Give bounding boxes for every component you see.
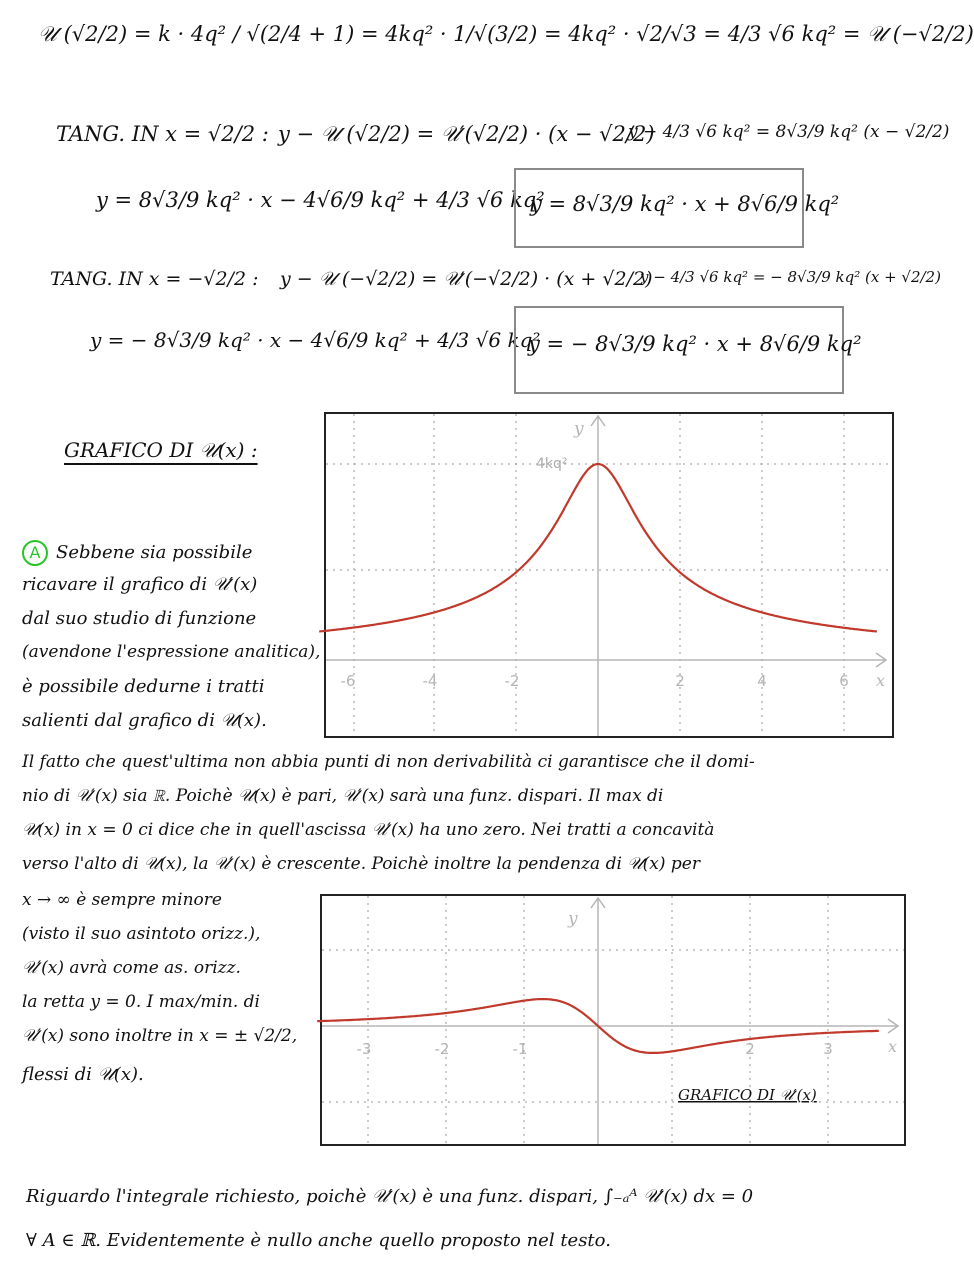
- note-line-1: A Sebbene sia possibile: [22, 540, 252, 566]
- tangent1-expanded: y = 8√3/9 kq² · x − 4√6/9 kq² + 4/3 √6 kq²: [96, 188, 545, 212]
- graph1-tick: -2: [504, 672, 520, 690]
- tangent1-equation: y − 𝒰 (√2/2) = 𝒰′(√2/2) · (x − √2/2): [278, 122, 655, 146]
- graph1-tick-labels: [341, 672, 849, 690]
- graph-u-prime-of-x: [320, 894, 906, 1146]
- graph1-canvas: [326, 414, 892, 736]
- tangent2-equation: y − 𝒰 (−√2/2) = 𝒰′(−√2/2) · (x + √2/2): [280, 268, 653, 290]
- note-line-11: x → ∞ è sempre minore: [22, 890, 222, 910]
- tangent2-label: TANG. IN x = −√2/2 :: [50, 268, 259, 290]
- graph1-tick: 2: [675, 672, 685, 690]
- graph1-grid: [326, 414, 892, 736]
- note-line-2: ricavare il grafico di 𝒰′(x): [22, 574, 258, 595]
- note-line-8: nio di 𝒰′(x) sia ℝ. Poichè 𝒰(x) è pari, 𝒰′(x) sarà una funz. dispari. Il max di: [22, 786, 664, 806]
- note-line-6: salienti dal grafico di 𝒰(x).: [22, 710, 267, 731]
- graph1-x-label: x: [876, 671, 886, 690]
- tangent1-label: TANG. IN x = √2/2 :: [56, 122, 269, 146]
- graph2-tick: 3: [823, 1040, 833, 1058]
- graph2-heading: GRAFICO DI 𝒰′(x): [678, 1086, 817, 1104]
- tangent1-result: y = 8√3/9 kq² · x + 8√6/9 kq²: [530, 192, 840, 216]
- graph2-tick: 2: [745, 1040, 755, 1058]
- note-line-14: la retta y = 0. I max/min. di: [22, 992, 260, 1012]
- graph1-y-label: y: [574, 419, 584, 439]
- graph1-tick: -6: [340, 672, 356, 690]
- graph2-tick: -3: [356, 1040, 372, 1058]
- conclusion-line-1: Riguardo l'integrale richiesto, poichè 𝒰′(x) è una funz. dispari, ∫₋ₐᴬ 𝒰′(x) dx = 0: [26, 1186, 754, 1207]
- note-line-4: (avendone l'espressione analitica),: [22, 642, 321, 662]
- note-line-12: (visto il suo asintoto orizz.),: [22, 924, 261, 944]
- graph-u-of-x: [324, 412, 894, 738]
- graph1-tick: -4: [422, 672, 438, 690]
- note-line-13: 𝒰′(x) avrà come as. orizz.: [22, 958, 241, 978]
- note-line-16: flessi di 𝒰(x).: [22, 1064, 144, 1085]
- graph1-peak-label: 4kq²: [536, 456, 568, 472]
- graph2-tick: -2: [434, 1040, 450, 1058]
- note-line-10: verso l'alto di 𝒰(x), la 𝒰′(x) è crescente. Poichè inoltre la pendenza di 𝒰(x) per: [22, 854, 700, 874]
- tangent1-substituted: y − 4/3 √6 kq² = 8√3/9 kq² (x − √2/2): [628, 122, 950, 142]
- note-line-5: è possibile dedurne i tratti: [22, 676, 265, 697]
- graph2-grid: [322, 896, 904, 1144]
- equation-u-sqrt2-over-2: 𝒰 (√2/2) = k · 4q² / √(2/4 + 1) = 4kq² · 1/√(3/2) = 4kq² · √2/√3 = 4/3 √6 kq² = 𝒰 (−√2/2): [38, 22, 974, 46]
- tangent2-result: y = − 8√3/9 kq² · x + 8√6/9 kq²: [528, 332, 862, 356]
- tangent2-expanded: y = − 8√3/9 kq² · x − 4√6/9 kq² + 4/3 √6 kq²: [90, 328, 541, 352]
- graph2-canvas: [322, 896, 904, 1144]
- conclusion-line-2: ∀ A ∈ ℝ. Evidentemente è nullo anche quello proposto nel testo.: [26, 1230, 611, 1251]
- graph2-tick-labels: [357, 1040, 833, 1058]
- tangent2-substituted: y − 4/3 √6 kq² = − 8√3/9 kq² (x + √2/2): [640, 268, 941, 286]
- note-line-9: 𝒰(x) in x = 0 ci dice che in quell'ascissa 𝒰′(x) ha uno zero. Nei tratti a concavità: [22, 820, 715, 840]
- note-line-7: Il fatto che quest'ultima non abbia punti di non derivabilità ci garantisce che il domi-: [22, 752, 755, 772]
- graph2-axes: [322, 898, 898, 1144]
- graph2-y-label: y: [568, 909, 578, 929]
- note-line-15: 𝒰′(x) sono inoltre in x = ± √2/2,: [22, 1026, 298, 1046]
- note-marker: A: [22, 540, 48, 566]
- graph1-tick: 4: [757, 672, 767, 690]
- note-line-3: dal suo studio di funzione: [22, 608, 257, 629]
- graph1-heading: GRAFICO DI 𝒰(x) :: [64, 438, 258, 462]
- graph1-tick: 6: [839, 672, 849, 690]
- graph2-x-label: x: [888, 1037, 898, 1056]
- graph2-tick: -1: [512, 1040, 528, 1058]
